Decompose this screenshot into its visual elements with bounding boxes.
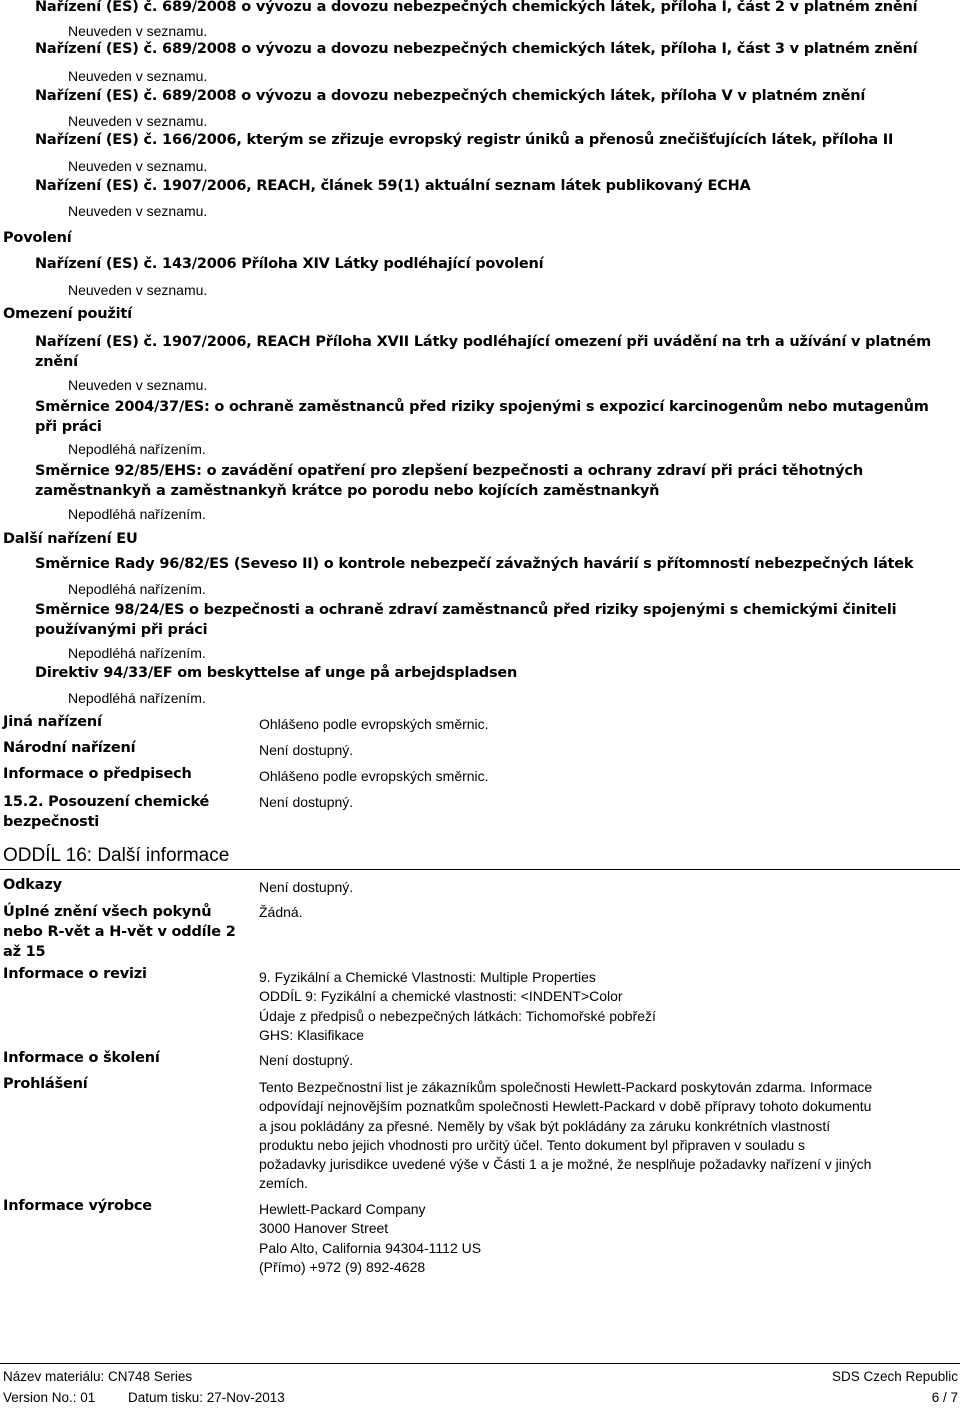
vyrobce-line: 3000 Hanover Street: [259, 1220, 389, 1237]
skoleni-label: Informace o školení: [3, 1050, 160, 1066]
omezeni-title-2: Směrnice 2004/37/ES: o ochraně zaměstnanců před riziky spojenými s expozicí karcinogenům nebo mutagenům při práci: [35, 399, 929, 435]
prohlaseni-line: zemích.: [259, 1175, 309, 1192]
footer-material: Název materiálu: CN748 Series: [3, 1369, 193, 1384]
reg-title-2: Nařízení (ES) č. 689/2008 o vývozu a dovozu nebezpečných chemických látek, příloha I, část 3 v platném znění: [35, 41, 918, 57]
reg-title-5: Nařízení (ES) č. 1907/2006, REACH, článek 59(1) aktuální seznam látek publikovaný ECHA: [35, 178, 751, 194]
uplne-zneni-label: Úplné znění všech pokynů nebo R-vět a H-vět v oddíle 2 až 15: [3, 904, 236, 960]
dalsi-value-2: Nepodléhá nařízením.: [68, 645, 206, 661]
povoleni-title: Nařízení (ES) č. 143/2006 Příloha XIV Látky podléhající povolení: [35, 256, 544, 272]
reg-value-4: Neuveden v seznamu.: [68, 158, 208, 174]
informace-o-predpisech-value: Ohlášeno podle evropských směrnic.: [259, 768, 489, 784]
reg-title-4: Nařízení (ES) č. 166/2006, kterým se zřizuje evropský registr úniků a přenosů znečišťujících látek, příloha II: [35, 132, 894, 148]
revize-line: 9. Fyzikální a Chemické Vlastnosti: Multiple Properties: [259, 969, 596, 985]
skoleni-value: Není dostupný.: [259, 1052, 354, 1068]
posouzeni-label: 15.2. Posouzení chemické bezpečnosti: [3, 794, 210, 830]
reg-title-3: Nařízení (ES) č. 689/2008 o vývozu a dovozu nebezpečných chemických látek, příloha V v platném znění: [35, 88, 866, 104]
dalsi-title-1: Směrnice Rady 96/82/ES (Seveso II) o kontrole nebezpečí závažných havárií s přítomností nebezpečných látek: [35, 556, 914, 572]
vyrobce-line: (Přímo) +972 (9) 892-4628: [259, 1258, 426, 1275]
reg-title-1: Nařízení (ES) č. 689/2008 o vývozu a dovozu nebezpečných chemických látek, příloha I, část 2 v platném znění: [35, 0, 918, 15]
prohlaseni-line: odpovídají nejnovějším poznatkům společnosti Hewlett-Packard v době přípravy tohoto dokumentu: [259, 1098, 872, 1115]
jina-narizeni-value: Ohlášeno podle evropských směrnic.: [259, 716, 489, 732]
reg-value-1: Neuveden v seznamu.: [68, 23, 208, 39]
odkazy-label: Odkazy: [3, 877, 62, 893]
footer-sds: SDS Czech Republic: [831, 1369, 958, 1384]
prohlaseni-label: Prohlášení: [3, 1076, 88, 1092]
uplne-zneni-value: Žádná.: [259, 904, 303, 920]
footer-divider: [0, 1363, 960, 1364]
vyrobce-line: Hewlett-Packard Company: [259, 1201, 426, 1217]
vyrobce-label: Informace výrobce: [3, 1198, 152, 1214]
reg-value-2: Neuveden v seznamu.: [68, 68, 208, 84]
footer-date: Datum tisku: 27-Nov-2013: [128, 1390, 285, 1405]
povoleni-heading: Povolení: [3, 230, 72, 246]
vyrobce-line: Palo Alto, California 94304-1112 US: [259, 1239, 482, 1256]
omezeni-value-3: Nepodléhá nařízením.: [68, 506, 206, 522]
footer-version: Version No.: 01: [3, 1390, 96, 1405]
dalsi-heading: Další nařízení EU: [3, 531, 138, 547]
narodni-narizeni-value: Není dostupný.: [259, 742, 354, 758]
section16-divider: [0, 869, 960, 870]
omezeni-title-3: Směrnice 92/85/EHS: o zavádění opatření pro zlepšení bezpečnosti a ochrany zdraví při práci těhotných zaměstnankyň a zaměstnankyň krátce po porodu nebo kojících zaměstnankyň: [35, 463, 863, 499]
prohlaseni-text: [259, 1078, 955, 1194]
omezeni-heading: Omezení použití: [3, 306, 132, 322]
omezeni-value-2: Nepodléhá nařízením.: [68, 441, 206, 457]
revize-line: GHS: Klasifikace: [259, 1026, 365, 1043]
prohlaseni-line: Tento Bezpečnostní list je zákazníkům společnosti Hewlett-Packard poskytován zdarma. Informace: [259, 1079, 873, 1095]
narodni-narizeni-label: Národní nařízení: [3, 740, 136, 756]
revize-text: [259, 968, 656, 1045]
reg-value-3: Neuveden v seznamu.: [68, 113, 208, 129]
reg-value-5: Neuveden v seznamu.: [68, 203, 208, 219]
omezeni-value-1: Neuveden v seznamu.: [68, 377, 208, 393]
section16-title: ODDÍL 16: Další informace: [3, 845, 230, 866]
dalsi-value-1: Nepodléhá nařízením.: [68, 581, 206, 597]
posouzeni-value: Není dostupný.: [259, 794, 354, 810]
dalsi-title-2: Směrnice 98/24/ES o bezpečnosti a ochraně zdraví zaměstnanců před riziky spojenými s chemickými činiteli používanými při práci: [35, 602, 897, 638]
prohlaseni-line: a jsou pokládány za přesné. Neměly by však být pokládány za záruku konkrétních vlastností: [259, 1117, 831, 1134]
povoleni-value: Neuveden v seznamu.: [68, 282, 208, 298]
jina-narizeni-label: Jiná nařízení: [3, 714, 102, 730]
odkazy-value: Není dostupný.: [259, 879, 354, 895]
informace-o-predpisech-label: Informace o předpisech: [3, 766, 192, 782]
prohlaseni-line: požadavky jurisdikce uvedené výše v Části 1 a je možné, že nesplňuje požadavky nařízení v jiných: [259, 1156, 872, 1173]
revize-label: Informace o revizi: [3, 966, 147, 982]
footer-page: 6 / 7: [931, 1390, 958, 1405]
dalsi-title-3: Direktiv 94/33/EF om beskyttelse af unge på arbejdspladsen: [35, 665, 518, 681]
prohlaseni-line: produktu nebo jejich vhodnosti pro určitý účel. Tento dokument byl připraven v souladu s: [259, 1136, 806, 1153]
vyrobce-text: [259, 1200, 481, 1277]
omezeni-title-1: Nařízení (ES) č. 1907/2006, REACH Příloha XVII Látky podléhající omezení při uvádění na trh a užívání v platném znění: [35, 334, 932, 370]
revize-line: ODDÍL 9: Fyzikální a chemické vlastnosti: <INDENT>Color: [259, 988, 623, 1005]
dalsi-value-3: Nepodléhá nařízením.: [68, 690, 206, 706]
revize-line: Údaje z předpisů o nebezpečných látkách: Tichomořské pobřeží: [259, 1007, 656, 1024]
